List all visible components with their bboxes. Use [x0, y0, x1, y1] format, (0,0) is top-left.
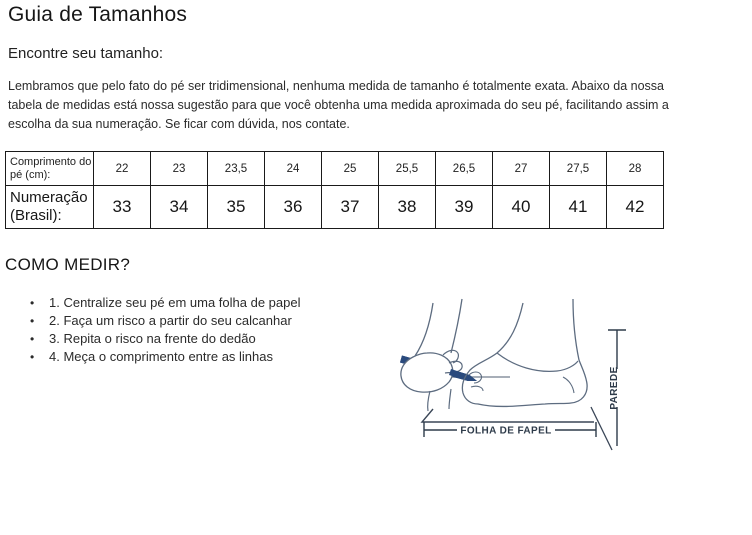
value-cell: 41 [550, 186, 607, 229]
value-cell: 25,5 [379, 152, 436, 186]
toe-lines [469, 372, 483, 391]
arm-lines [415, 299, 462, 356]
value-cell: 38 [379, 186, 436, 229]
value-cell: 40 [493, 186, 550, 229]
list-item: • 3. Repita o risco na frente do dedão [30, 330, 301, 348]
table-row [6, 152, 664, 186]
foot-drawing [462, 299, 587, 406]
value-cell: 25 [322, 152, 379, 186]
paper-drawing [422, 409, 594, 422]
wall-corner-line [591, 407, 612, 450]
how-to-measure-heading: COMO MEDIR? [5, 255, 131, 274]
foot-measure-illustration [385, 283, 665, 488]
value-cell: 35 [208, 186, 265, 229]
value-cell: 23,5 [208, 152, 265, 186]
value-cell: 22 [94, 152, 151, 186]
row-header-foot-length: Comprimento do pé (cm): [6, 152, 94, 186]
value-cell: 33 [94, 186, 151, 229]
value-cell: 28 [607, 152, 664, 186]
wall-label: PAREDE [609, 366, 620, 410]
value-cell: 37 [322, 186, 379, 229]
value-cell: 36 [265, 186, 322, 229]
value-cell: 34 [151, 186, 208, 229]
page-title: Guia de Tamanhos [8, 3, 188, 26]
value-cell: 27 [493, 152, 550, 186]
paper-label: FOLHA DE FAPEL [460, 425, 552, 437]
instep-line [497, 353, 578, 371]
row-header-brazil-size: Numeração (Brasil): [6, 186, 94, 229]
list-item: • 4. Meça o comprimento entre as linhas [30, 348, 301, 366]
table-row [6, 186, 664, 229]
value-cell: 42 [607, 186, 664, 229]
pencil-tip [449, 369, 477, 381]
value-cell: 39 [436, 186, 493, 229]
size-table [5, 151, 664, 229]
list-item: • 2. Faça um risco a partir do seu calcanhar [30, 312, 301, 330]
steps-list [30, 294, 301, 366]
value-cell: 23 [151, 152, 208, 186]
value-cell: 26,5 [436, 152, 493, 186]
value-cell: 27,5 [550, 152, 607, 186]
ankle-line [563, 377, 574, 393]
value-cell: 24 [265, 152, 322, 186]
list-item: • 1. Centralize seu pé em uma folha de papel [30, 294, 301, 312]
intro-paragraph: Lembramos que pelo fato do pé ser tridimensional, nenhuma medida de tamanho é totalmente exata. Abaixo da nossa tabela de medidas está nossa sugestão para que você obtenha uma medida aproximada do seu pé, facilitando assim a escolha da sua numeração. Se ficar com dúvida, nos contate. [8, 79, 669, 131]
section-subtitle: Encontre seu tamanho: [8, 45, 164, 62]
